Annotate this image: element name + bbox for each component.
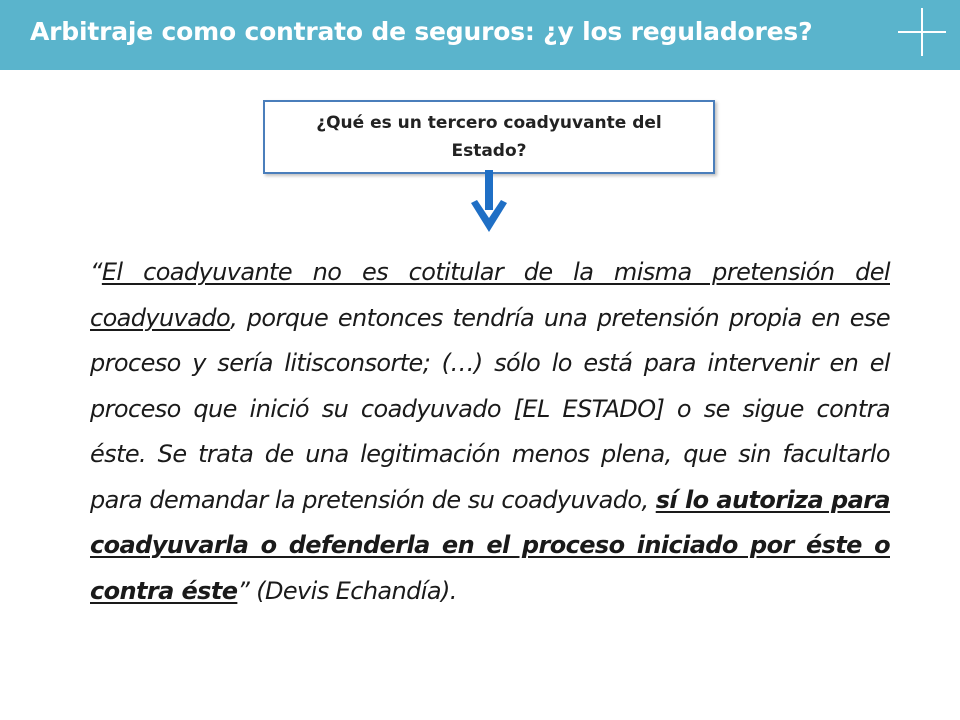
quote-open-mark: “ [90,258,102,286]
quote-paragraph [90,250,890,614]
plus-icon[interactable] [898,8,946,56]
quote-attribution: (Devis Echandía). [249,576,457,605]
arrow-down-icon [466,170,512,234]
header-bar [0,0,960,70]
question-text: ¿Qué es un tercero coadyuvante del Estado? [316,113,662,161]
plus-icon-vertical-stroke [921,8,923,56]
slide-title: Arbitraje como contrato de seguros: ¿y los reguladores? [30,17,813,46]
arrow-shaft [485,170,493,210]
quote-body: , porque entonces tendría una pretensión propia en ese proceso y sería litisconsorte; (…) sólo lo está para intervenir en el proceso que inició su coadyuvado [EL ESTADO] o se sigue contra éste. Se trata de una legitimación menos plena, que sin facultarlo para demandar la pretensión de su coadyuvado, [90,303,890,514]
quote-underlined-segment: El coadyuvante no es cotitular de la misma pretensión del coadyuvado [90,258,890,332]
question-box [263,100,715,174]
quote-close-mark: ” [237,576,250,605]
quote-bold-underlined-segment: sí lo autoriza para coadyuvarla o defenderla en el proceso iniciado por éste o contra éste [90,485,890,605]
